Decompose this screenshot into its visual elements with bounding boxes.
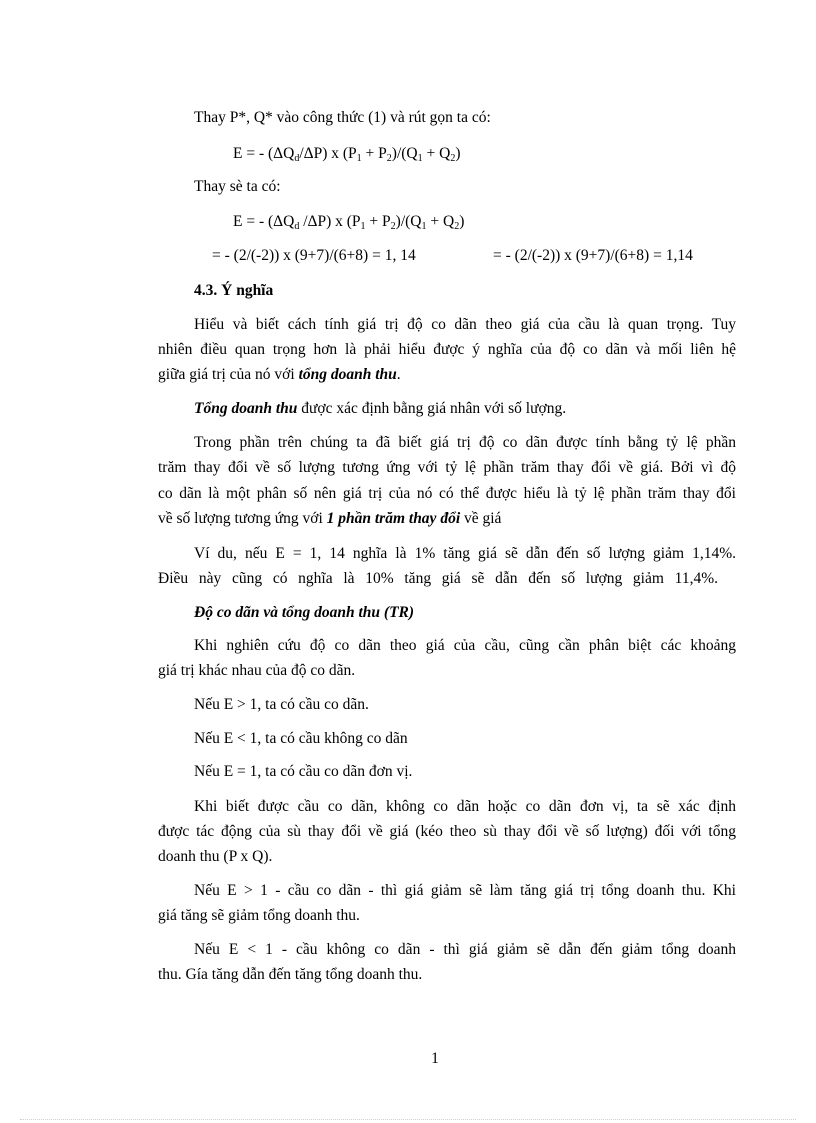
paragraph-3-line-4: về số lượng tương ứng với 1 phần trăm thay đổi về giá [158,510,502,527]
paragraph-7-line-1: Nếu E > 1 - cầu co dãn - thì giá giảm sẽ làm tăng giá trị tổng doanh thu. Khi [194,882,736,899]
case-unit-elastic: Nếu E = 1, ta có cầu co dãn đơn vị. [194,763,413,780]
case-inelastic: Nếu E < 1, ta có cầu không co dãn [194,730,408,747]
paragraph-1-line-2: nhiên điều quan trọng hơn là phải hiểu được ý nghĩa của độ co dãn và mối liên hệ [158,341,736,358]
paragraph-4-line-1: Ví du, nếu E = 1, 14 nghĩa là 1% tăng giá sẽ dẫn đến số lượng giảm 1,14%. [194,545,736,562]
paragraph-3-line-2: trăm thay đổi về số lượng tương ứng với tỷ lệ phần trăm thay đổi về giá. Bởi vì độ [158,459,736,476]
paragraph-8-line-1: Nếu E < 1 - cầu không co dãn - thì giá giảm sẽ dẫn đến giảm tổng doanh [194,941,736,958]
case-elastic: Nếu E > 1, ta có cầu co dãn. [194,696,369,713]
section-heading: 4.3. Ý nghĩa [194,282,274,299]
substitute-line: Thay sè ta có: [194,178,281,195]
paragraph-1-line-3: giữa giá trị của nó với tổng doanh thu. [158,366,401,383]
paragraph-3-line-3: co dãn là một phân số nên giá trị của nó có thể được hiểu là tỷ lệ phần trăm thay đổi [158,485,736,502]
elasticity-formula-2: E = - ($\Delta Q_d$ /ΔP) x $(P_1 + P_2)/(Q_1 + Q_2)$ [233,213,465,232]
page-bottom-divider [20,1119,796,1120]
paragraph-4-line-2: Điều này cũng có nghĩa là 10% tăng giá sẽ dẫn đến số lượng giảm 11,4%. [158,570,718,587]
paragraph-3-line-1: Trong phần trên chúng ta đã biết giá trị độ co dãn được tính bằng tỷ lệ phần [194,434,736,451]
paragraph-5-line-2: giá trị khác nhau của độ co dãn. [158,662,356,679]
result-left: = - (2/(-2)) x (9+7)/(6+8) = 1, 14 [212,247,416,264]
paragraph-6-line-3: doanh thu (P x Q). [158,848,273,865]
paragraph-1-line-1: Hiểu và biết cách tính giá trị độ co dãn theo giá của cầu là quan trọng. Tuy [194,316,736,333]
paragraph-6-line-2: được tác động của sù thay đổi về giá (kéo theo sù thay đổi về số lượng) đối với tổng [158,823,736,840]
paragraph-8-line-2: thu. Gía tăng dẫn đến tăng tổng doanh thu. [158,966,423,983]
result-right: = - (2/(-2)) x (9+7)/(6+8) = 1,14 [493,247,693,264]
paragraph-2: Tổng doanh thu được xác định bằng giá nhân với số lượng. [194,400,567,417]
paragraph-6-line-1: Khi biết được cầu co dãn, không co dãn hoặc co dãn đơn vị, ta sẽ xác định [194,798,736,815]
paragraph-5-line-1: Khi nghiên cứu độ co dãn theo giá của cầu, cũng cần phân biệt các khoảng [194,637,736,654]
paragraph-7-line-2: giá tăng sẽ giảm tổng doanh thu. [158,907,360,924]
subheading: Độ co dãn và tổng doanh thu (TR) [194,604,415,621]
page-number: 1 [431,1050,439,1067]
intro-line: Thay P*, Q* vào công thức (1) và rút gọn ta có: [194,109,491,126]
elasticity-formula-1: E = - $(\Delta Q_d/\Delta P)$ x $(P_1 + P_2)/(Q_1 + Q_2)$ [233,145,461,164]
